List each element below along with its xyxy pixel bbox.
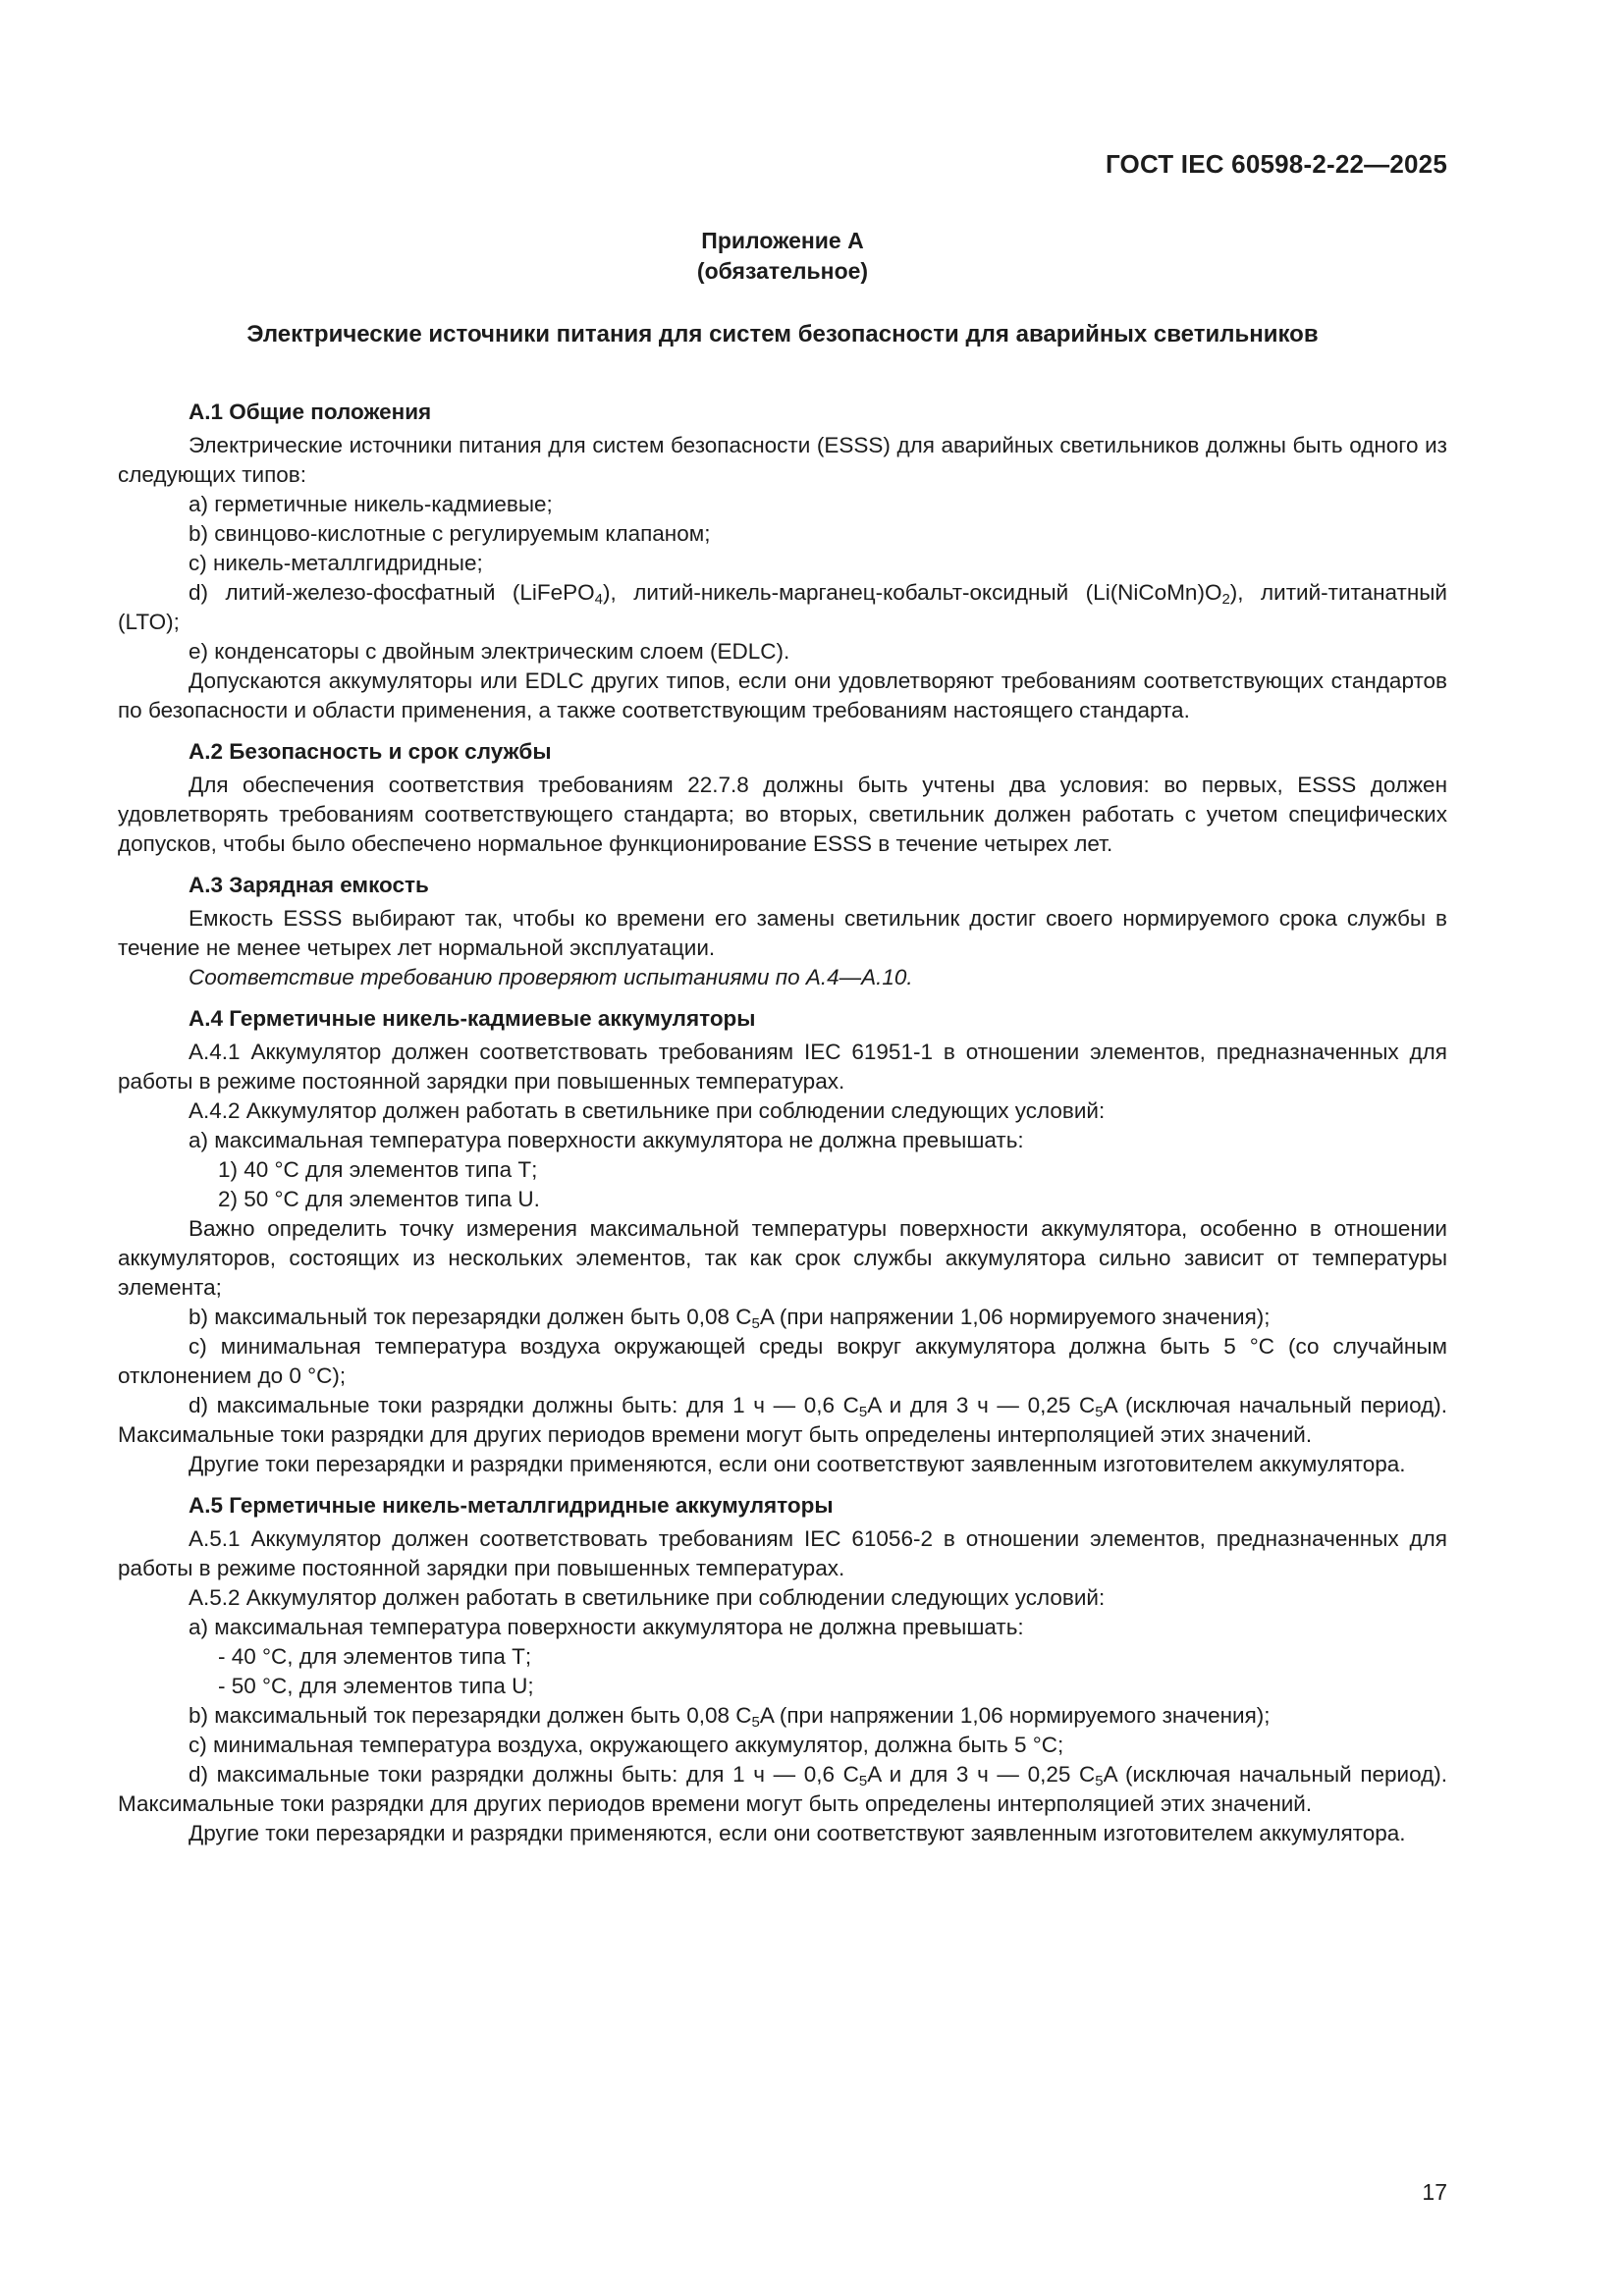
- list-item: [118, 1701, 1447, 1731]
- list-item: [118, 1303, 1447, 1332]
- text-run: d) максимальные токи разрядки должны быть: для 1 ч — 0,6 C: [189, 1762, 859, 1787]
- list-item: c) минимальная температура воздуха, окружающего аккумулятор, должна быть 5 °С;: [189, 1733, 1064, 1757]
- sub-list-item: - 50 °С, для элементов типа U;: [218, 1674, 534, 1698]
- paragraph: Другие токи перезарядки и разрядки применяются, если они соответствуют заявленным изготовителем аккумулятора.: [189, 1821, 1406, 1845]
- text-run: ), литий-никель-марганец-кобальт-оксидный (Li(NiCoMn)O: [603, 580, 1222, 605]
- list-item: а) максимальная температура поверхности аккумулятора не должна превышать:: [189, 1615, 1024, 1639]
- list-item: [118, 1760, 1447, 1819]
- sub-list-item: - 40 °С, для элементов типа Т;: [218, 1644, 532, 1669]
- paragraph: Для обеспечения соответствия требованиям 22.7.8 должны быть учтены два условия: во первых, ESSS должен удовлетворять требованиям соответствующего стандарта; во вторых, светильник должен работать с учетом специфических допусков, чтобы было обеспечено нормальное функционирование ESSS в течение четырех лет.: [118, 773, 1447, 856]
- list-item: b) свинцово-кислотные с регулируемым клапаном;: [189, 521, 711, 546]
- paragraph: Электрические источники питания для систем безопасности (ESSS) для аварийных светильников должны быть одного из следующих типов:: [118, 433, 1447, 487]
- text-run: A (исключая начальный период). Максимальные токи разрядки для других периодов времени могут быть определены интерполяцией этих значений.: [118, 1393, 1447, 1447]
- text-run: b) максимальный ток перезарядки должен быть 0,08 C: [189, 1703, 752, 1728]
- text-run: d) максимальные токи разрядки должны быть: для 1 ч — 0,6 C: [189, 1393, 859, 1417]
- document-body: [118, 398, 1447, 1848]
- paragraph: А.4.1 Аккумулятор должен соответствовать требованиям IEC 61951-1 в отношении элементов, предназначенных для работы в режиме постоянной зарядки при повышенных температурах.: [118, 1040, 1447, 1094]
- document-page: [118, 0, 1447, 2296]
- paragraph: Допускаются аккумуляторы или EDLC других типов, если они удовлетворяют требованиям соответствующих стандартов по безопасности и области применения, а также соответствующим требованиям настоящего стандарта.: [118, 668, 1447, 722]
- list-item: [118, 578, 1447, 637]
- document-id: ГОСТ IEC 60598-2-22—2025: [1105, 149, 1447, 179]
- text-run: A (при напряжении 1,06 нормируемого значения);: [759, 1703, 1271, 1728]
- subscript: 5: [751, 1714, 760, 1731]
- sub-list-item: 2) 50 °С для элементов типа U.: [218, 1187, 540, 1211]
- list-item: а) максимальная температура поверхности аккумулятора не должна превышать:: [189, 1128, 1024, 1152]
- paragraph: А.4.2 Аккумулятор должен работать в светильнике при соблюдении следующих условий:: [189, 1098, 1106, 1123]
- list-item: а) герметичные никель-кадмиевые;: [189, 492, 553, 516]
- paragraph: Важно определить точку измерения максимальной температуры поверхности аккумулятора, особенно в отношении аккумуляторов, состоящих из нескольких элементов, так как срок службы аккумулятора сильно зависит от температуры элемента;: [118, 1216, 1447, 1300]
- section-heading-a2: А.2 Безопасность и срок службы: [189, 739, 552, 764]
- paragraph: Другие токи перезарядки и разрядки применяются, если они соответствуют заявленным изготовителем аккумулятора.: [189, 1452, 1406, 1476]
- text-run: b) максимальный ток перезарядки должен быть 0,08 C: [189, 1305, 752, 1329]
- text-run: ), литий-титанатный (LTO);: [118, 580, 1448, 634]
- list-item: c) никель-металлгидридные;: [189, 551, 483, 575]
- subscript: 5: [1095, 1773, 1104, 1789]
- section-heading-a4: А.4 Герметичные никель-кадмиевые аккумуляторы: [189, 1006, 756, 1031]
- annex-title: Приложение А: [701, 228, 864, 253]
- text-run: A и для 3 ч — 0,25 C: [867, 1393, 1096, 1417]
- subscript: 5: [858, 1404, 868, 1420]
- subscript: 5: [858, 1773, 868, 1789]
- subscript: 2: [1221, 591, 1230, 608]
- page-number: 17: [1422, 2179, 1447, 2205]
- text-run: A и для 3 ч — 0,25 C: [867, 1762, 1096, 1787]
- sub-list-item: 1) 40 °С для элементов типа Т;: [218, 1157, 538, 1182]
- text-run: A (исключая начальный период). Максимальные токи разрядки для других периодов времени могут быть определены интерполяцией этих значений.: [118, 1762, 1447, 1816]
- section-heading-a3: А.3 Зарядная емкость: [189, 873, 429, 897]
- paragraph: А.5.1 Аккумулятор должен соответствовать требованиям IEC 61056-2 в отношении элементов, предназначенных для работы в режиме постоянной зарядки при повышенных температурах.: [118, 1526, 1447, 1580]
- subscript: 5: [1095, 1404, 1104, 1420]
- section-heading-a1: А.1 Общие положения: [189, 400, 432, 424]
- subscript: 5: [751, 1315, 760, 1332]
- annex-status: (обязательное): [696, 258, 869, 284]
- paragraph: А.5.2 Аккумулятор должен работать в светильнике при соблюдении следующих условий:: [189, 1585, 1106, 1610]
- list-item: e) конденсаторы с двойным электрическим слоем (EDLC).: [189, 639, 790, 664]
- list-item: [118, 1391, 1447, 1450]
- annex-heading: Электрические источники питания для систем безопасности для аварийных светильников: [246, 321, 1319, 347]
- section-heading-a5: А.5 Герметичные никель-металлгидридные аккумуляторы: [189, 1493, 834, 1518]
- subscript: 4: [594, 591, 604, 608]
- compliance-note: Соответствие требованию проверяют испытаниями по А.4—А.10.: [189, 965, 913, 989]
- text-run: A (при напряжении 1,06 нормируемого значения);: [759, 1305, 1271, 1329]
- list-item: c) минимальная температура воздуха окружающей среды вокруг аккумулятора должна быть 5 °С (со случайным отклонением до 0 °С);: [118, 1334, 1447, 1388]
- text-run: d) литий-железо-фосфатный (LiFePO: [189, 580, 595, 605]
- paragraph: Емкость ESSS выбирают так, чтобы ко времени его замены светильник достиг своего нормируемого срока службы в течение не менее четырех лет нормальной эксплуатации.: [118, 906, 1447, 960]
